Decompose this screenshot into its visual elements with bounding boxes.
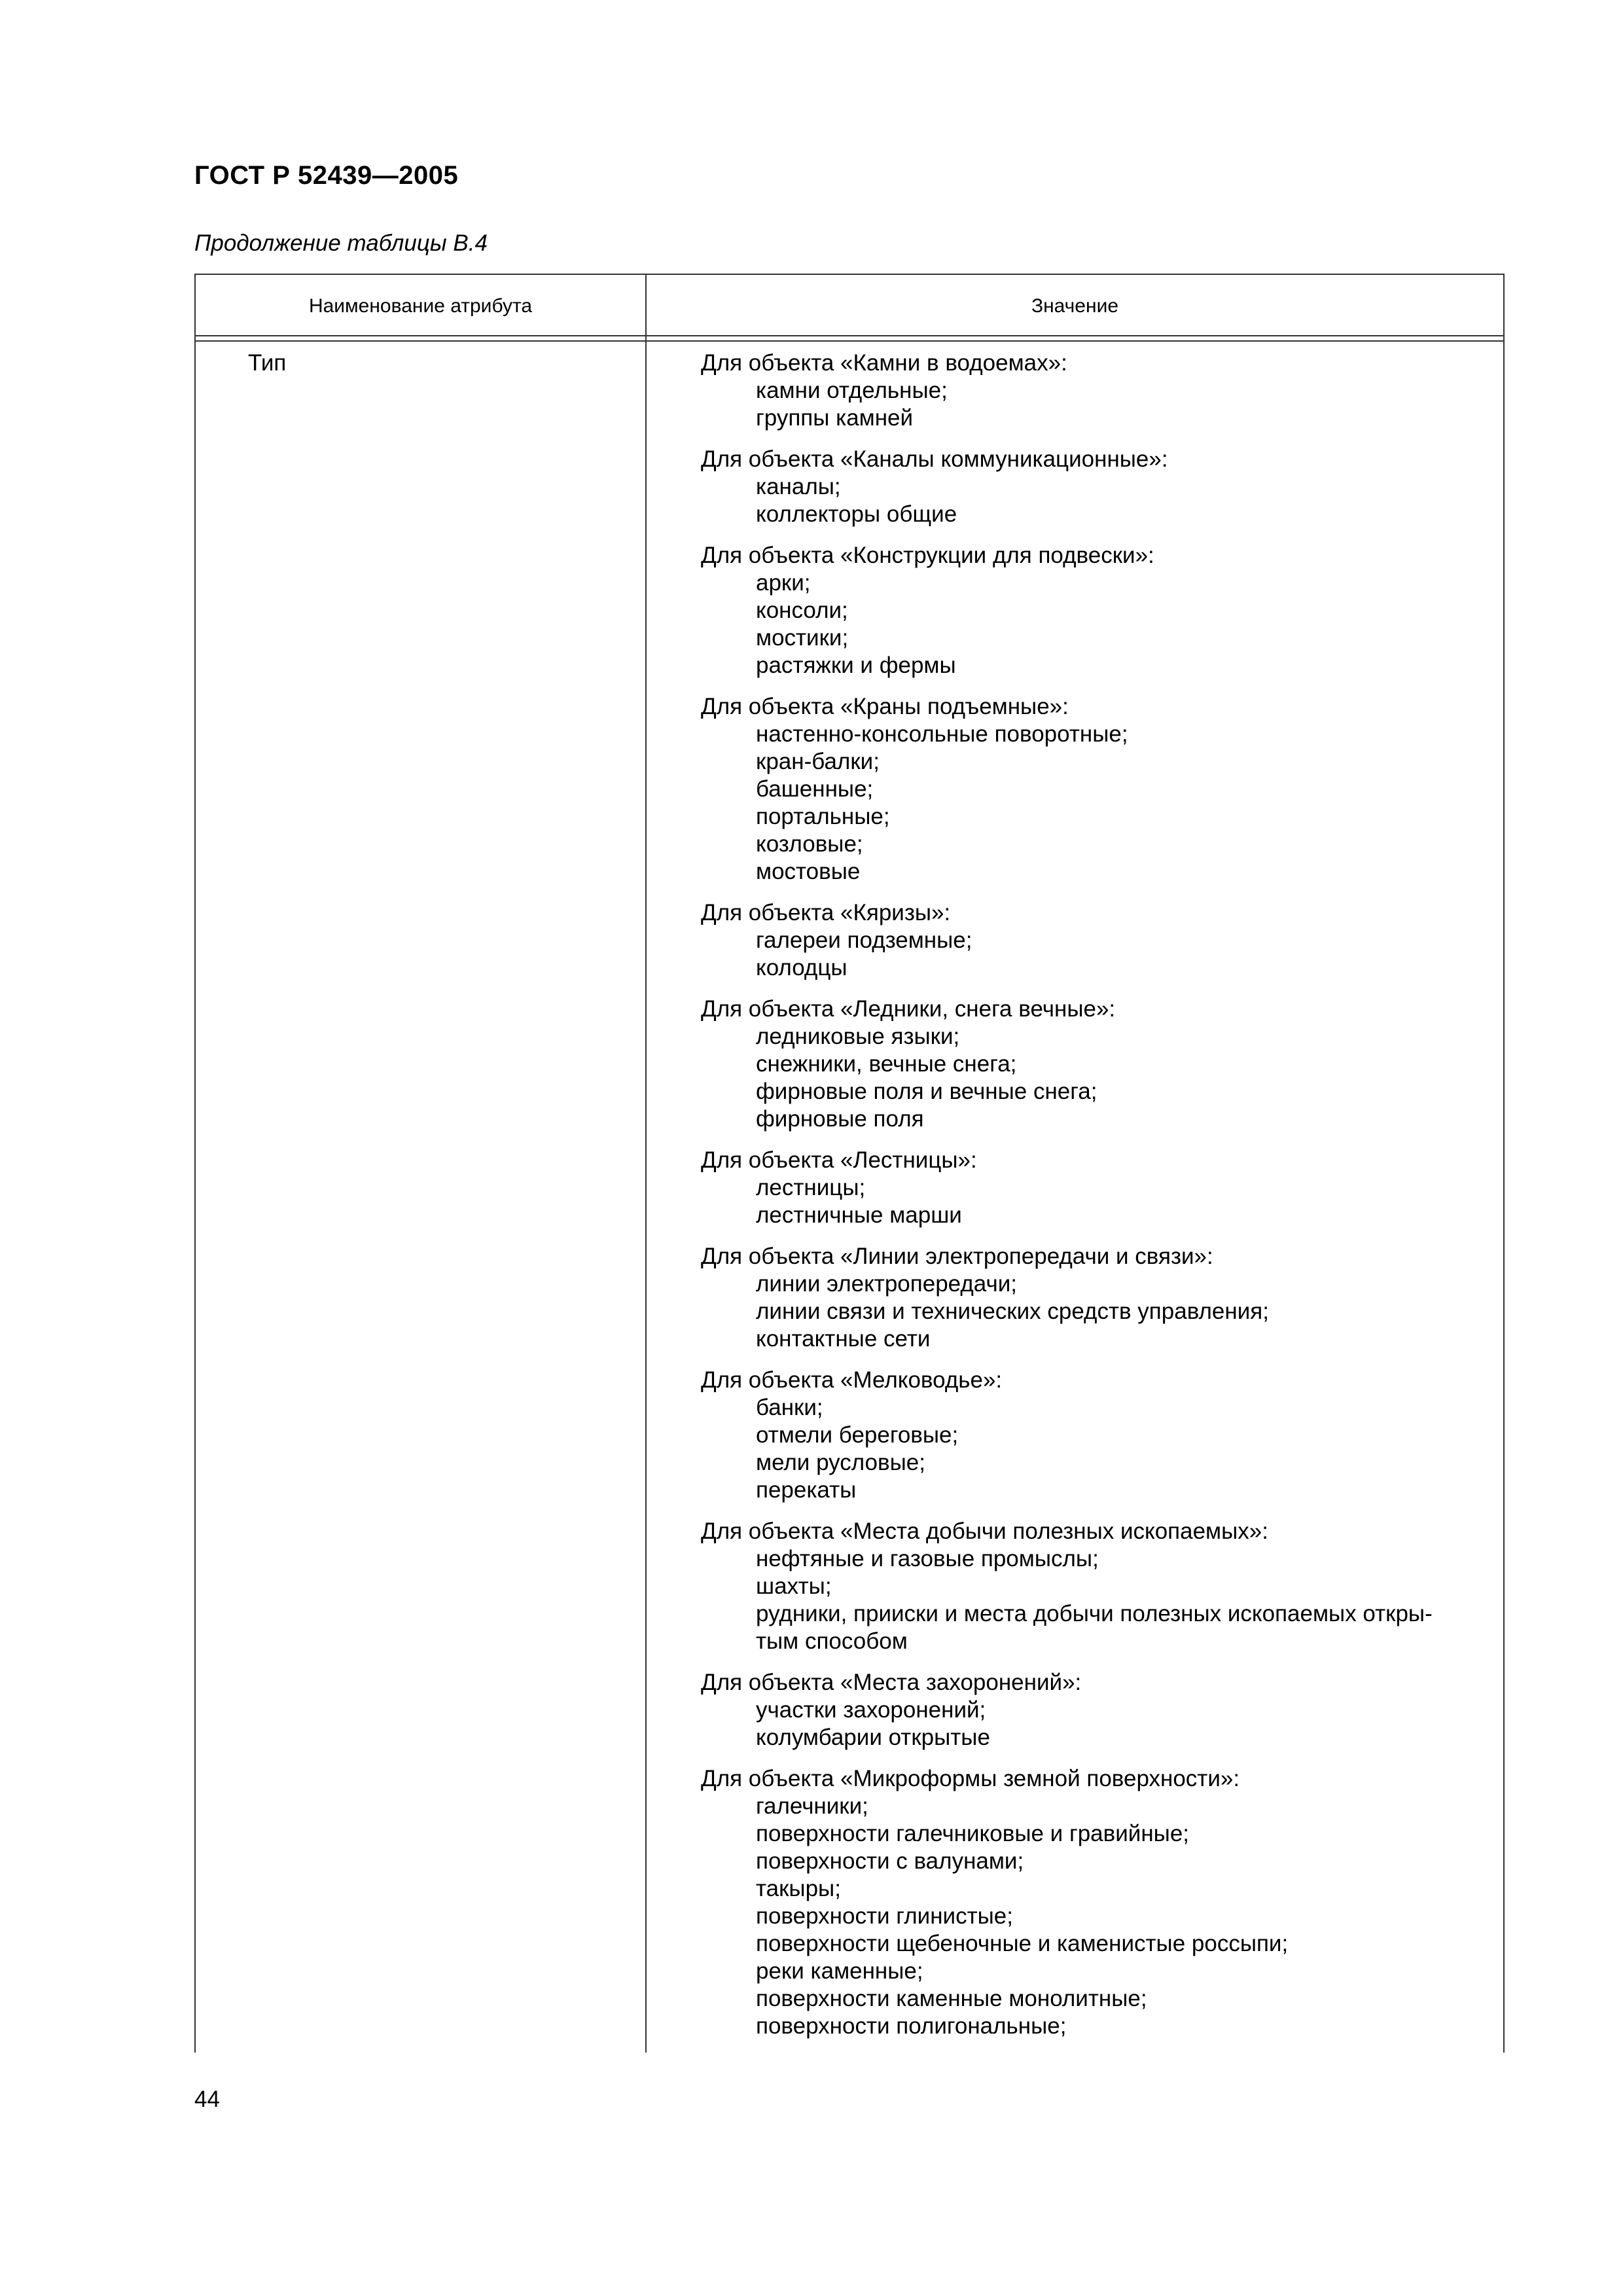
object-type-item: отмели береговые; [756,1422,959,1448]
object-type-item: каналы; [756,474,841,499]
page-number: 44 [194,2087,220,2112]
column-header-value: Значение [1031,295,1119,317]
object-type-item: снежники, вечные снега; [756,1051,1017,1077]
object-type-item: такыры; [756,1876,841,1901]
object-group-title: Для объекта «Конструкции для подвески»: [701,543,1154,568]
header-rule [196,340,1503,342]
object-group [701,996,1489,1133]
object-group-title: Для объекта «Камни в водоемах»: [701,350,1067,376]
object-type-item: линии электропередачи; [756,1271,1017,1297]
object-type-item: мостовые [756,859,861,884]
object-type-item: лестницы; [756,1175,866,1200]
object-type-item: участки захоронений; [756,1697,986,1723]
object-group-title: Для объекта «Каналы коммуникационные»: [701,446,1168,472]
object-type-item: тым способом [756,1628,908,1654]
object-type-item: галечники; [756,1793,868,1819]
object-type-item: башенные; [756,776,874,802]
object-type-item: колодцы [756,955,847,980]
object-group [701,446,1489,528]
object-group [701,1518,1489,1655]
object-type-item: арки; [756,570,811,596]
object-type-item: кран-балки; [756,749,880,774]
object-type-item: камни отдельные; [756,378,948,403]
object-type-item: поверхности галечниковые и гравийные; [756,1821,1190,1846]
object-group-title: Для объекта «Ледники, снега вечные»: [701,996,1116,1022]
object-group-title: Для объекта «Линии электропередачи и связи»: [701,1244,1213,1269]
object-type-item: портальные; [756,804,890,829]
object-type-item: группы камней [756,405,914,431]
object-type-item: перекаты [756,1477,857,1503]
value-cell [701,350,1489,2054]
object-type-item: рудники, прииски и места добычи полезных ископаемых откры- [756,1601,1433,1626]
object-group [701,1147,1489,1229]
document-header: ГОСТ Р 52439—2005 [194,161,459,190]
object-type-item: лестничные марши [756,1202,962,1228]
object-type-item: колумбарии открытые [756,1725,990,1750]
object-type-item: мели русловые; [756,1450,925,1475]
table-caption: Продолжение таблицы В.4 [194,230,488,256]
object-group-title: Для объекта «Места добычи полезных ископаемых»: [701,1518,1268,1544]
object-group [701,1765,1489,2040]
object-type-item: банки; [756,1395,823,1420]
object-group-title: Для объекта «Мелководье»: [701,1367,1003,1393]
object-group-title: Для объекта «Места захоронений»: [701,1670,1082,1695]
object-type-item: линии связи и технических средств управления; [756,1299,1269,1324]
object-type-item: мостики; [756,625,849,651]
object-group-title: Для объекта «Лестницы»: [701,1147,977,1173]
object-type-item: настенно-консольные поворотные; [756,721,1128,747]
object-type-item: поверхности щебеночные и каменистые россыпи; [756,1931,1289,1956]
column-header-attribute-name: Наименование атрибута [308,295,533,317]
object-type-item: поверхности полигональные; [756,2013,1067,2039]
object-type-item: растяжки и фермы [756,653,956,678]
object-type-item: нефтяные и газовые промыслы; [756,1546,1099,1571]
object-group [701,1367,1489,1504]
object-type-item: козловые; [756,831,863,857]
attribute-table [194,274,1505,2053]
object-group-title: Для объекта «Микроформы земной поверхности»: [701,1766,1240,1791]
object-group [701,1669,1489,1751]
object-group [701,1243,1489,1353]
object-group [701,542,1489,679]
object-group-title: Для объекта «Краны подъемные»: [701,694,1069,719]
object-type-item: поверхности с валунами; [756,1848,1024,1874]
object-type-item: фирновые поля [756,1106,924,1132]
object-type-item: коллекторы общие [756,501,957,527]
attribute-name-cell: Тип [248,350,287,376]
header-rule [196,335,1503,336]
object-type-item: шахты; [756,1573,832,1599]
object-type-item: фирновые поля и вечные снега; [756,1079,1097,1104]
object-type-item: контактные сети [756,1326,931,1352]
object-type-item: поверхности каменные монолитные; [756,1986,1147,2011]
object-group-title: Для объекта «Кяризы»: [701,900,951,925]
object-type-item: ледниковые языки; [756,1024,960,1049]
object-group [701,693,1489,886]
object-type-item: галереи подземные; [756,927,972,953]
object-type-item: поверхности глинистые; [756,1903,1013,1929]
object-type-item: реки каменные; [756,1958,923,1984]
object-group [701,899,1489,982]
column-divider [645,275,647,2053]
object-type-item: консоли; [756,598,848,623]
object-group [701,350,1489,432]
